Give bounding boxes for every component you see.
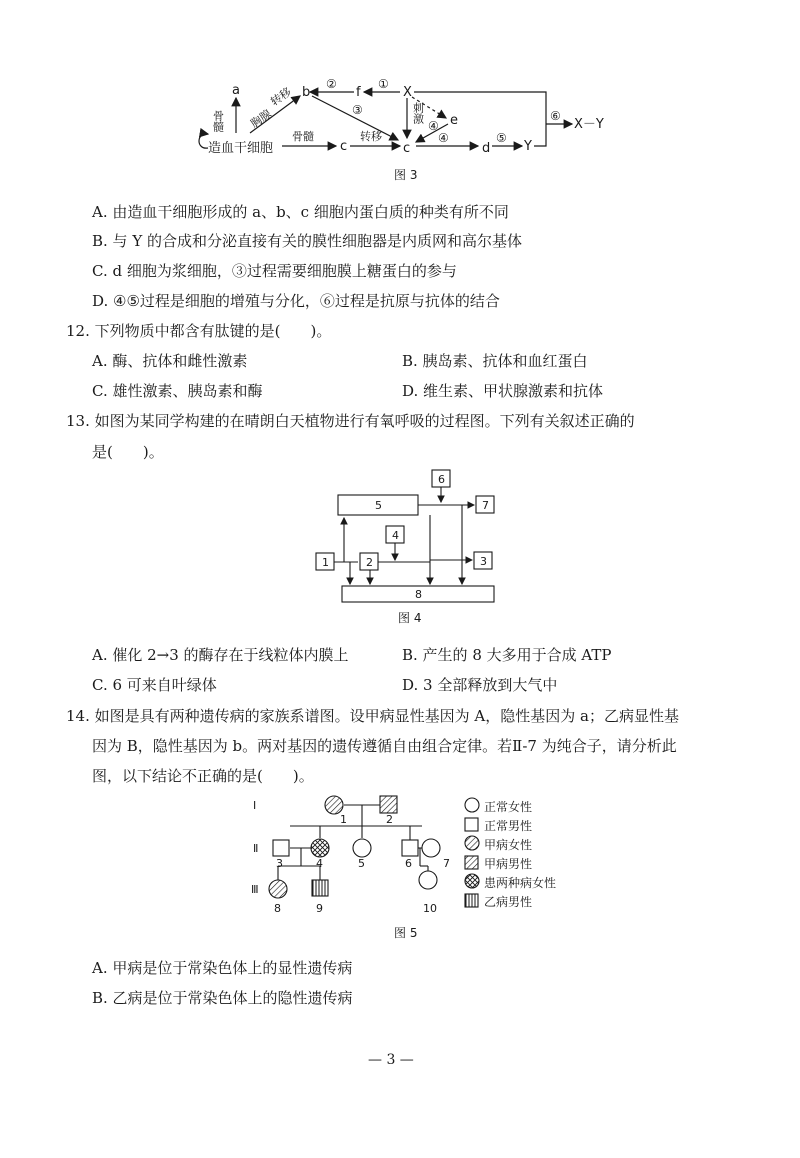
fig4-box-1: 1 xyxy=(322,556,329,569)
pedigree-II-7 xyxy=(422,839,440,857)
pedigree-III-9 xyxy=(312,880,328,896)
q14-stem-line2: 因为 B，隐性基因为 b。两对基因的遗传遵循自由组合定律。若Ⅱ-7 为纯合子，请分析此 xyxy=(92,737,677,755)
q12-option-c: C. 雄性激素、胰岛素和酶 xyxy=(92,382,263,400)
q14-option-b: B. 乙病是位于常染色体上的隐性遗传病 xyxy=(92,989,353,1007)
fig3-label-d: d xyxy=(482,141,491,156)
q14-stem-line1: 14. 如图是具有两种遗传病的家族系谱图。设甲病显性基因为 A，隐性基因为 a；乙病显性基 xyxy=(66,707,679,725)
legend-normal-male: 正常男性 xyxy=(484,819,533,833)
pedigree-II-3 xyxy=(273,840,289,856)
pedigree-num-4: 4 xyxy=(316,857,323,870)
pedigree-III-10 xyxy=(419,871,437,889)
pedigree-gen-III: Ⅲ xyxy=(251,883,259,896)
fig4-box-8: 8 xyxy=(415,588,422,601)
legend-normal-female: 正常女性 xyxy=(484,800,533,814)
fig4-box-5: 5 xyxy=(375,499,382,512)
pedigree-gen-I: Ⅰ xyxy=(253,799,257,812)
pedigree-I-1 xyxy=(325,796,343,814)
pedigree-num-3: 3 xyxy=(276,857,283,870)
q11-option-c: C. d 细胞为浆细胞，③过程需要细胞膜上糖蛋白的参与 xyxy=(92,262,457,280)
fig3-marrow-horizontal: 骨髓 xyxy=(292,130,314,143)
fig3-step-6: ⑥ xyxy=(550,109,561,123)
q11-option-b: B. 与 Y 的合成和分泌直接有关的膜性细胞器是内质网和高尔基体 xyxy=(92,232,523,250)
pedigree-II-5 xyxy=(353,839,371,857)
fig3-transfer-2: 转移 xyxy=(360,130,382,143)
pedigree-num-7: 7 xyxy=(443,857,450,870)
legend-a-male: 甲病男性 xyxy=(484,857,533,871)
fig4-box-4: 4 xyxy=(392,529,399,542)
fig3-label-e: e xyxy=(450,113,458,128)
legend-a-female-icon xyxy=(465,836,479,850)
fig3-step-4b: ④ xyxy=(438,131,449,145)
fig4-box-2: 2 xyxy=(366,556,373,569)
q13-option-d: D. 3 全部释放到大气中 xyxy=(402,676,558,694)
fig4-box-7: 7 xyxy=(482,499,489,512)
fig4-box-3: 3 xyxy=(480,555,487,568)
q11-option-a: A. 由造血干细胞形成的 a、b、c 细胞内蛋白质的种类有所不同 xyxy=(92,203,509,221)
legend-normal-male-icon xyxy=(465,818,478,831)
fig4-box-6: 6 xyxy=(438,473,445,486)
pedigree-gen-II: Ⅱ xyxy=(253,842,259,855)
legend-a-female: 甲病女性 xyxy=(484,838,533,852)
pedigree-num-5: 5 xyxy=(358,857,365,870)
pedigree-II-6 xyxy=(402,840,418,856)
fig5-caption: 图 5 xyxy=(394,926,418,940)
q13-stem-line1: 13. 如图为某同学构建的在晴朗白天植物进行有氧呼吸的过程图。下列有关叙述正确的 xyxy=(66,412,635,430)
pedigree-num-10: 10 xyxy=(423,902,437,915)
fig3-stimulate: 刺激 xyxy=(411,102,425,124)
fig3-step-3: ③ xyxy=(352,103,363,117)
legend-b-male: 乙病男性 xyxy=(484,895,533,909)
pedigree-num-1: 1 xyxy=(340,813,347,826)
fig3-thymus: 胸腺 xyxy=(248,107,274,131)
q14-option-a: A. 甲病是位于常染色体上的显性遗传病 xyxy=(92,959,353,977)
q14-stem-line3: 图，以下结论不正确的是( )。 xyxy=(92,767,314,785)
q12-option-a: A. 酶、抗体和雌性激素 xyxy=(92,352,248,370)
q12-option-b: B. 胰岛素、抗体和血红蛋白 xyxy=(402,352,588,370)
q13-option-a: A. 催化 2→3 的酶存在于线粒体内膜上 xyxy=(92,646,349,664)
fig3-label-c1: c xyxy=(340,139,348,154)
legend-both-female: 患两种病女性 xyxy=(484,876,557,890)
fig3-marrow-vertical: 骨髓 xyxy=(211,110,225,132)
legend-a-male-icon xyxy=(465,856,478,869)
pedigree-num-8: 8 xyxy=(274,902,281,915)
q12-stem: 12. 下列物质中都含有肽键的是( )。 xyxy=(66,322,332,340)
pedigree-I-2 xyxy=(380,796,397,813)
legend-normal-female-icon xyxy=(465,798,479,812)
fig3-label-c2: c xyxy=(403,141,411,156)
fig3-label-a: a xyxy=(232,83,240,98)
fig4-caption: 图 4 xyxy=(398,611,422,625)
pedigree-II-4 xyxy=(311,839,329,857)
fig3-transfer-1: 转移 xyxy=(268,85,294,109)
fig3-step-4a: ④ xyxy=(428,119,439,133)
legend-both-female-icon xyxy=(465,874,479,888)
fig3-label-f: f xyxy=(356,85,361,100)
page-number: — 3 — xyxy=(368,1052,414,1068)
fig3-step-5: ⑤ xyxy=(496,131,507,145)
q13-stem-line2: 是( )。 xyxy=(92,443,164,461)
pedigree-num-2: 2 xyxy=(386,813,393,826)
pedigree-num-6: 6 xyxy=(405,857,412,870)
q11-option-d: D. ④⑤过程是细胞的增殖与分化，⑥过程是抗原与抗体的结合 xyxy=(92,292,500,310)
pedigree-III-8 xyxy=(269,880,287,898)
fig3-step-1: ① xyxy=(378,77,389,91)
fig3-label-X: X xyxy=(403,85,412,100)
q13-option-b: B. 产生的 8 大多用于合成 ATP xyxy=(402,646,612,664)
fig3-stem-cell: 造血干细胞 xyxy=(208,141,274,156)
legend-b-male-icon xyxy=(465,894,478,907)
fig3-label-Y: Y xyxy=(524,139,532,154)
q12-option-d: D. 维生素、甲状腺激素和抗体 xyxy=(402,382,604,400)
pedigree-num-9: 9 xyxy=(316,902,323,915)
fig3-label-XY: X－Y xyxy=(574,117,604,132)
fig3-caption: 图 3 xyxy=(394,168,418,182)
q13-option-c: C. 6 可来自叶绿体 xyxy=(92,676,217,694)
fig3-step-2: ② xyxy=(326,77,337,91)
fig3-label-b: b xyxy=(302,85,311,100)
